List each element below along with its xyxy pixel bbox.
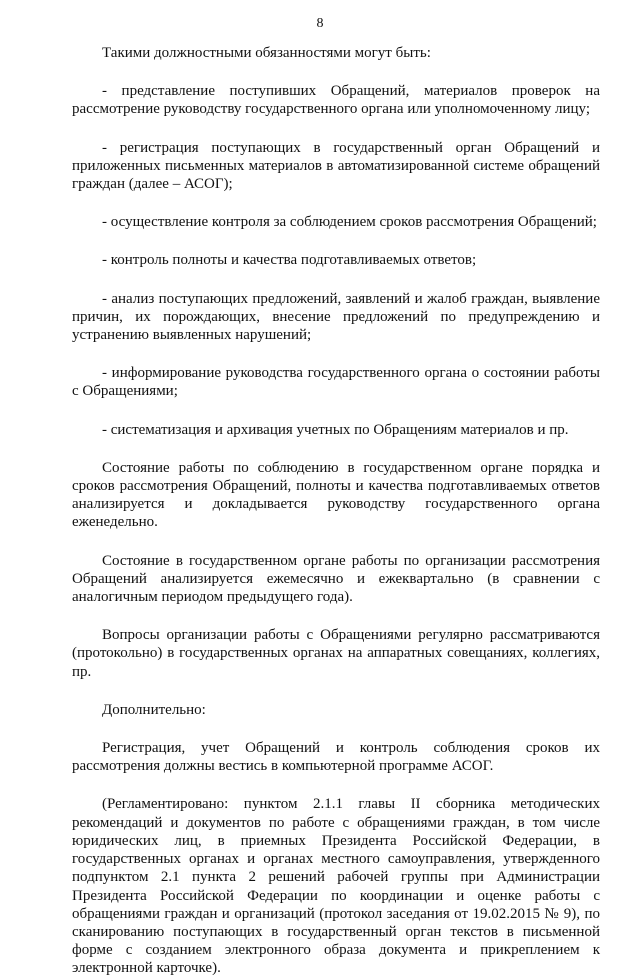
intro-paragraph: Такими должностными обязанностями могут быть: — [102, 45, 431, 61]
additional-heading: Дополнительно: — [102, 701, 206, 718]
asog-paragraph: Регистрация, учет Обращений и контроль соблюдения сроков их рассмотрения должны вестись в компьютерной программе АСОГ. — [72, 740, 600, 775]
document-body — [72, 44, 600, 978]
weekly-analysis-paragraph: Состояние работы по соблюдению в государственном органе порядка и сроков рассмотрения Обращений, полноты и качества подготавливаемых ответов анализируется и докладывается руководству государственного органа еженедельно. — [72, 459, 600, 531]
duty-item-registration: - регистрация поступающих в государственный орган Обращений и приложенных письменных материалов в автоматизированной системе обращений граждан (далее – АСОГ); — [72, 139, 600, 193]
meetings-paragraph: Вопросы организации работы с Обращениями регулярно рассматриваются (протокольно) в государственных органах на аппаратных совещаниях, коллегиях, пр. — [72, 627, 600, 680]
duty-item-quality-control: - контроль полноты и качества подготавливаемых ответов; — [102, 252, 477, 269]
page-number: 8 — [316, 16, 324, 31]
monthly-analysis-paragraph: Состояние в государственном органе работы по организации рассмотрения Обращений анализируется ежемесячно и ежеквартально (в сравнении с аналогичным периодом предыдущего года). — [72, 552, 600, 606]
duty-item-archiving: - систематизация и архивация учетных по Обращениям материалов и пр. — [102, 421, 569, 438]
duty-item-analysis: - анализ поступающих предложений, заявлений и жалоб граждан, выявление причин, их порождающих, внесение предложений по предупреждению и устранению выявленных нарушений; — [72, 290, 600, 344]
duty-item-informing: - информирование руководства государственного органа о состоянии работы с Обращениями; — [72, 365, 600, 400]
duty-item-deadline-control: - осуществление контроля за соблюдением сроков рассмотрения Обращений; — [102, 214, 597, 231]
duty-item-submission: - представление поступивших Обращений, материалов проверок на рассмотрение руководству государственного органа или уполномоченному лицу; — [72, 83, 600, 118]
regulation-paragraph: (Регламентировано: пунктом 2.1.1 главы II сборника методических рекомендаций и документов по работе с обращениями граждан, в том числе юридических лиц, в приемных Президента Российской Федерации, в государственных органах и органах местного самоуправления, утвержденного подпунктом 2.1 пункта 2 решений рабочей группы при Администрации Президента Российской Федерации по координации и оценке работы с обращениями граждан и организаций (протокол заседания от 19.02.2015 № 9), по сканированию поступающих в государственный орган текстов в письменной форме с созданием электронного образа документа и прикреплением к электронной карточке). — [72, 796, 600, 977]
